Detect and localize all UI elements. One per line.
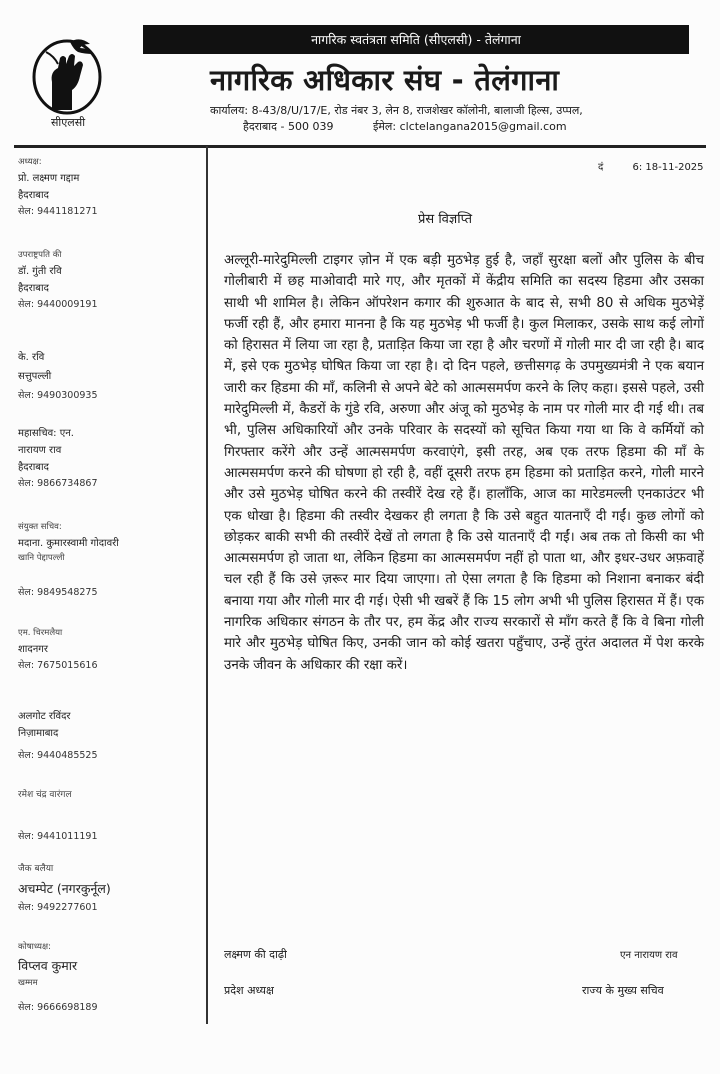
sidebar-name: मदाना. कुमारस्वामी गोदावरी	[18, 538, 119, 549]
sidebar-place: सत्तुपल्ली	[18, 371, 52, 382]
sidebar-phone: सेल: 7675015616	[18, 660, 98, 671]
sidebar-phone: सेल: 9441011191	[18, 831, 98, 842]
org-contact	[243, 119, 683, 134]
sidebar-role: एम. चिरमलैया	[18, 628, 63, 638]
sidebar-role: अध्यक्ष:	[18, 157, 42, 167]
document-heading: प्रेस विज्ञप्ति	[418, 212, 473, 227]
sidebar-entry	[18, 861, 204, 913]
org-city: हैदराबाद - 500 039	[243, 120, 334, 133]
sidebar-entry	[18, 941, 204, 1013]
sidebar-phone: सेल: 9440009191	[18, 299, 98, 310]
signatory-right-title: राज्य के मुख्य सचिव	[582, 984, 664, 997]
sidebar-role: कोषाध्यक्ष:	[18, 942, 51, 952]
sidebar-role: महासचिव: एन.	[18, 428, 74, 439]
sidebar-entry	[18, 349, 204, 401]
signatory-right-name: एन नारायण राव	[620, 950, 678, 961]
sidebar-entry	[18, 787, 204, 842]
sidebar-place: हैदराबाद	[18, 462, 49, 473]
document-date: 6: 18-11-2025	[632, 162, 704, 173]
sidebar-entry	[18, 156, 204, 217]
sidebar-name: विप्लव कुमार	[18, 958, 78, 973]
sidebar-entry	[18, 425, 204, 489]
sidebar-role: संयुक्त सचिव:	[18, 522, 62, 532]
sidebar-name: डॉ. गुंती रवि	[18, 266, 62, 277]
sidebar-place: खानि पेद्दापल्ली	[18, 553, 65, 563]
reference-number: दं	[598, 162, 604, 173]
org-address: कार्यालय: 8-43/8/U/17/E, रोड नंबर 3, लेन 8, राजशेखर कॉलोनी, बालाजी हिल्स, उप्पल,	[210, 104, 583, 117]
sidebar-entry	[18, 249, 204, 310]
sidebar-entry	[18, 627, 204, 671]
sidebar-entry	[18, 708, 204, 761]
sidebar-name: अलगोट रविंदर	[18, 711, 71, 722]
org-email: ईमेल: clctelangana2015@gmail.com	[372, 120, 567, 133]
sidebar-place: शादनगर	[18, 644, 48, 655]
sidebar-phone: सेल: 9490300935	[18, 390, 98, 401]
raised-fist-with-dove-icon	[28, 34, 106, 116]
sidebar-place: अचम्पेट (नगरकुर्नूल)	[18, 881, 111, 896]
signatory-left-name: लक्ष्मण की दाढ़ी	[224, 948, 287, 961]
sidebar-role: उपराष्ट्रपति की	[18, 250, 62, 260]
sidebar-phone: सेल: 9441181271	[18, 206, 98, 217]
sidebar-place: खम्मम	[18, 978, 38, 988]
sidebar-name: नारायण राव	[18, 445, 62, 456]
logo-caption: सीएलसी	[50, 116, 86, 129]
sidebar-place: निज़ामाबाद	[18, 728, 59, 739]
sidebar-phone: सेल: 9440485525	[18, 750, 98, 761]
org-title: नागरिक अधिकार संघ - तेलंगाना	[210, 63, 560, 97]
org-banner: नागरिक स्वतंत्रता समिति (सीएलसी) - तेलंगाना	[143, 25, 689, 54]
sidebar-phone: सेल: 9866734867	[18, 478, 98, 489]
press-release-body: अल्लूरी-मारेदुमिल्ली टाइगर ज़ोन में एक बड़ी मुठभेड़ हुई है, जहाँ सुरक्षा बलों और पुलिस के बीच गोलीबारी में छह माओवादी मारे गए, और मृतकों में केंद्रीय समिति का सदस्य हिडमा और उसका साथी भी शामिल है। लेकिन ऑपरेशन कगार की शुरुआत के बाद से, सभी 80 से अधिक मुठभेड़ें फर्जी रही हैं, और हमारा मानना है कि यह मुठभेड़ भी फर्जी है। कुल मिलाकर, उसके साथ कई लोगों को हिरासत में लिया जा रहा है, प्रताड़ित किया जा रहा है और चरणों में गोली मार दी जा रही है। बाद में, इसे एक मुठभेड़ घोषित किया जा रहा है। दो दिन पहले, छत्तीसगढ़ के उपमुख्यमंत्री ने एक बयान जारी कर हिडमा की माँ, कलिनी से अपने बेटे को आत्मसमर्पण करने के लिए कहा। इससे पहले, उसी मारेदुमिल्ली में, कैडरों के गुंडे रवि, अरुणा और अंजू को मुठभेड़ के नाम पर गोली मार दी गई थी। तब भी, पुलिस अधिकारियों और उनके परिवार के सदस्यों को सूचित किया गया था कि वे कर्मियों को गिरफ्तार करेंगे और उन्हें आत्मसमर्पण करवाएंगे, इसी तरह, अब एक तरफ हिडमा की माँ के आत्मसमर्पण करने की घोषणा हो रही है, वहीं दूसरी तरफ हम हिडमा को प्रताड़ित करने, गोली मारने और उसे मुठभेड़ घोषित करने की तस्वीरें देख रहे हैं। हालाँकि, आज का मारेडमल्ली एनकाउंटर भी एक धोखा है। हिडमा की तस्वीर देखकर ही लगता है कि उसे बहुत यातनाएँ दी गईं। कुछ लोगों को छोड़कर बाकी सभी की तस्वीरें देखें तो लगता है कि उसे यातनाएँ दी गईं। अब तक तो किसी का भी आत्मसमर्पण हो जाता था, लेकिन हिडमा का आत्मसमर्पण नहीं हो पाता था, और इधर-उधर अफ़वाहें चल रही हैं कि उसे ज़रूर मार दिया जाएगा। तो ऐसा लगता है कि हिडमा को निशाना बनाकर बंदी बनाया गया और गोली मार दी गई। ऐसी भी खबरें हैं कि 15 लोग अभी भी पुलिस हिरासत में हैं। एक नागरिक अधिकार संगठन के तौर पर, हम केंद्र और राज्य सरकारों से माँग करते हैं कि वे बिना गोली मारे और मुठभेड़ घोषित किए, उनकी जान को कोई खतरा पहुँचाए, उन्हें तुरंत अदालत में पेश करके उनके जीवन के अधिकार की रक्षा करें।	[224, 253, 704, 673]
date-line	[598, 159, 708, 173]
sidebar-name: जैक बलैया	[18, 864, 54, 874]
sidebar-phone: सेल: 9849548275	[18, 587, 98, 598]
signatory-left-title: प्रदेश अध्यक्ष	[224, 984, 274, 997]
sidebar-place: हैदराबाद	[18, 283, 49, 294]
sidebar-phone: सेल: 9666698189	[18, 1002, 98, 1013]
sidebar-phone: सेल: 9492277601	[18, 902, 98, 913]
header-divider	[14, 145, 706, 148]
sidebar-name: प्रो. लक्ष्मण गद्दाम	[18, 173, 80, 184]
sidebar-name: के. रवि	[18, 352, 45, 363]
sidebar-place: हैदराबाद	[18, 190, 49, 201]
sidebar-entry	[18, 521, 204, 598]
sidebar-name: रमेश चंद्र वारंगल	[18, 790, 72, 800]
sidebar-divider	[206, 146, 208, 1024]
